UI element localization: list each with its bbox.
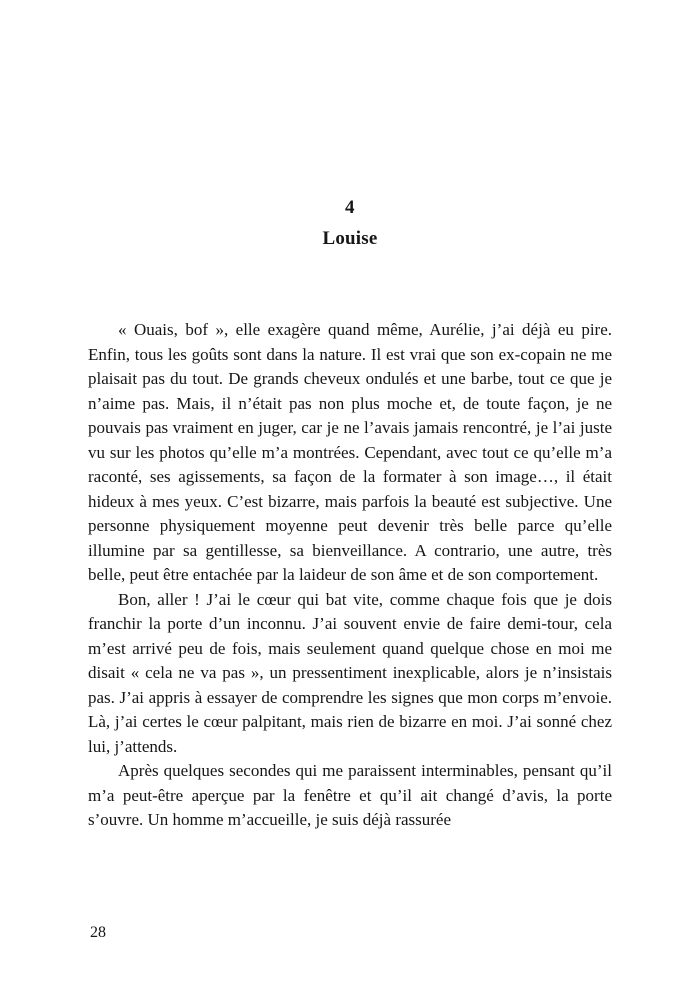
chapter-heading xyxy=(88,0,612,254)
paragraph-2: Bon, aller ! J’ai le cœur qui bat vite, comme chaque fois que je dois franchir la porte d’un inconnu. J’ai souvent envie de faire demi-tour, cela m’est arrivé peu de fois, mais seulement quand quelque chose en moi me disait « cela ne va pas », un pressentiment inexplicable, alors je n’insistais pas. J’ai appris à essayer de comprendre les signes que mon corps m’envoie. Là, j’ai certes le cœur palpitant, mais rien de bizarre en moi. J’ai sonné chez lui, j’attends. xyxy=(88,589,612,756)
paragraph-1: « Ouais, bof », elle exagère quand même, Aurélie, j’ai déjà eu pire. Enfin, tous les goûts sont dans la nature. Il est vrai que son ex-copain ne me plaisait pas du tout. De grands cheveux ondulés et une barbe, tout ce que je n’aime pas. Mais, il n’était pas non plus moche et, de toute façon, je ne pouvais pas vraiment en juger, car je ne l’avais jamais rencontré, je l’ai juste vu sur les photos qu’elle m’a montrées. Cependant, avec tout ce qu’elle m’a raconté, ses agissements, sa façon de la formater à son image…, il était hideux à mes yeux. C’est bizarre, mais parfois la beauté est subjective. Une personne physiquement moyenne peut devenir très belle parce qu’elle illumine par sa gentillesse, sa bienveillance. A contrario, une autre, très belle, peut être entachée par la laideur de son âme et de son comportement. xyxy=(88,320,612,584)
page-number: 28 xyxy=(90,924,106,941)
chapter-number: 4 xyxy=(345,197,355,218)
body-text xyxy=(88,318,612,833)
chapter-title: Louise xyxy=(322,228,378,249)
paragraph-3: Après quelques secondes qui me paraissent interminables, pensant qu’il m’a peut-être aperçue par la fenêtre et qu’il ait changé d’avis, la porte s’ouvre. Un homme m’accueille, je suis déjà rassurée xyxy=(88,761,612,829)
